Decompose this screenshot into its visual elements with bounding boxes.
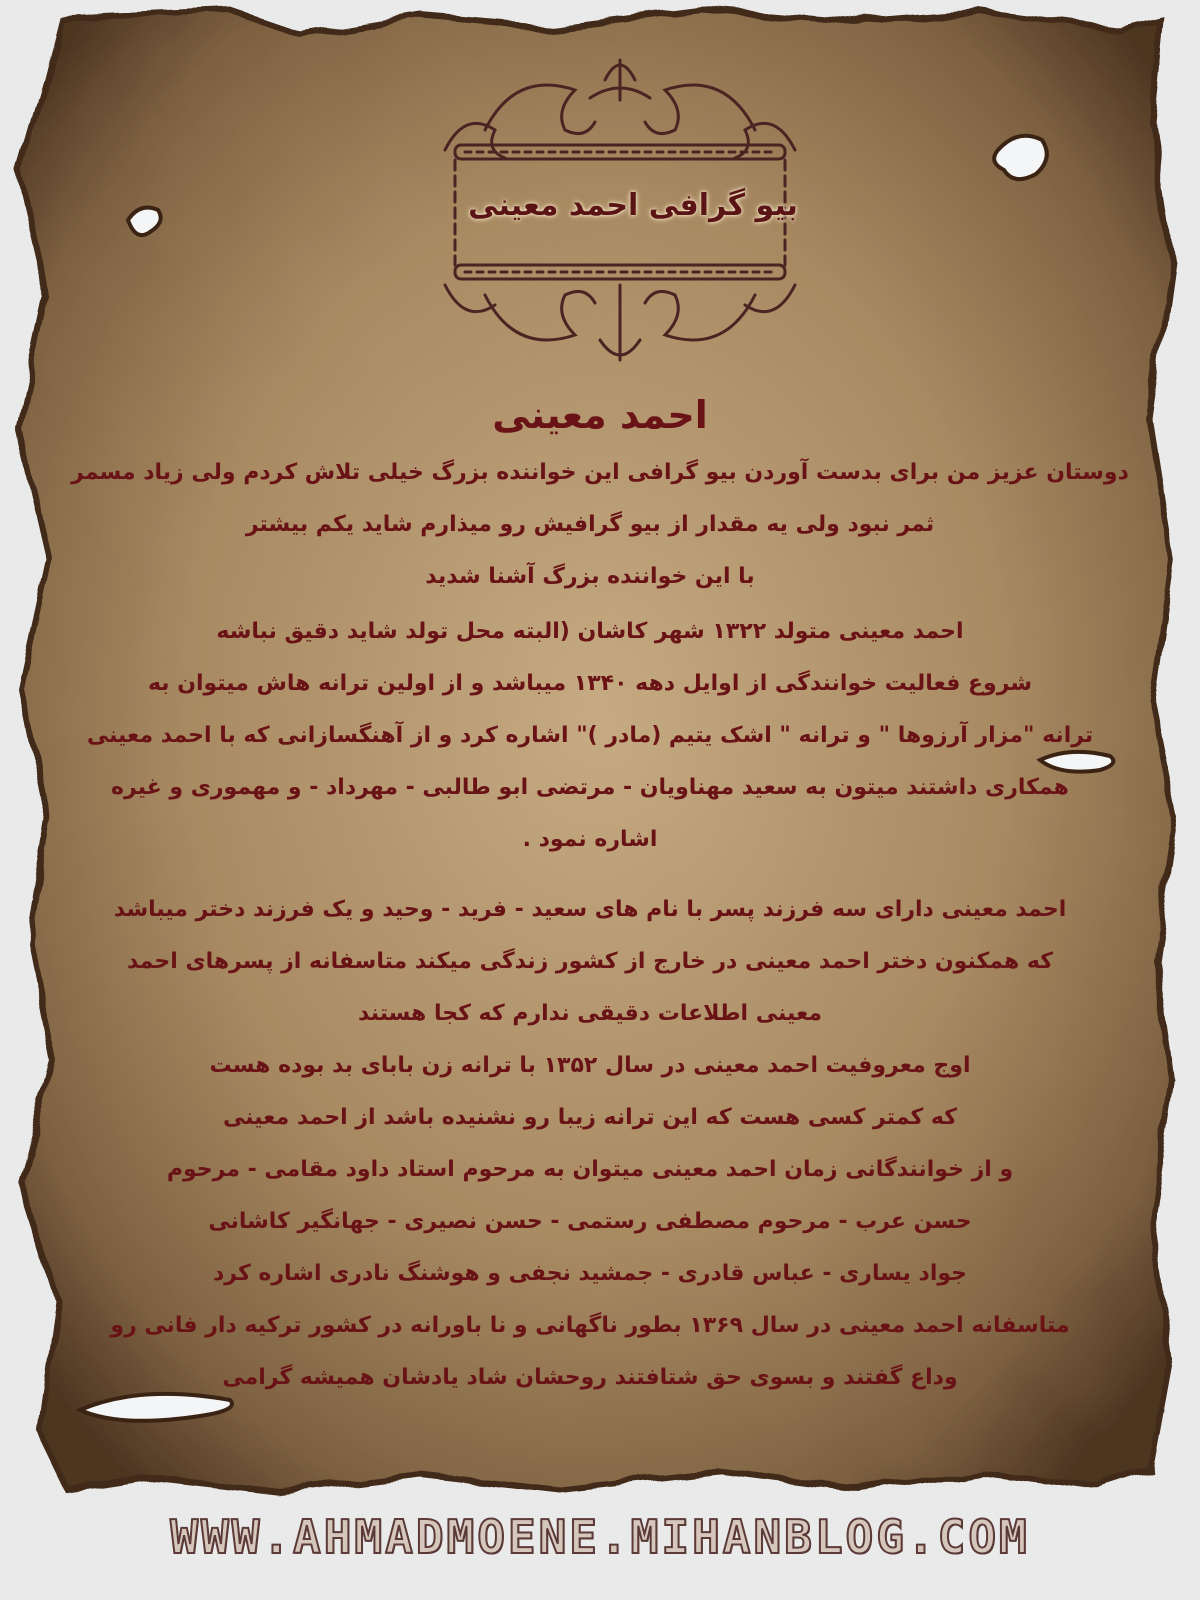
website-url: WWW.AHMADMOENE.MIHANBLOG.COM — [170, 1510, 1030, 1564]
text-line: که کمتر کسی هست که این ترانه زیبا رو نشنیده باشد از احمد معینی — [222, 1105, 958, 1130]
text-line: احمد معینی دارای سه فرزند پسر با نام های سعید - فرید - وحید و یک فرزند دختر میباشد — [113, 897, 1067, 922]
frame-title: بیو گرافی احمد معینی — [468, 188, 798, 223]
text-line: حسن عرب - مرحوم مصطفی رستمی - حسن نصیری - جهانگیر کاشانی — [208, 1209, 972, 1234]
page-title: احمد معینی — [492, 393, 708, 437]
text-line: شروع فعالیت خوانندگی از اوایل دهه ۱۳۴۰ میباشد و از اولین ترانه هاش میتوان به — [147, 671, 1033, 696]
text-line: معینی اطلاعات دقیقی ندارم که کجا هستند — [358, 1001, 822, 1026]
text-line: جواد یساری - عباس قادری - جمشید نجفی و هوشنگ نادری اشاره کرد — [212, 1261, 968, 1286]
text-line: اشاره نمود . — [522, 827, 658, 852]
text-line: متاسفانه احمد معینی در سال ۱۳۶۹ بطور ناگهانی و نا باورانه در کشور ترکیه دار فانی رو — [110, 1313, 1070, 1338]
text-line: و از خوانندگانی زمان احمد معینی میتوان به مرحوم استاد داود مقامی - مرحوم — [166, 1157, 1014, 1182]
text-line: که همکنون دختر احمد معینی در خارج از کشور زندگی میکند متاسفانه از پسرهای احمد — [126, 949, 1054, 974]
text-line: ثمر نبود ولی یه مقدار از بیو گرافیش رو میذارم شاید یکم بیشتر — [245, 512, 935, 537]
text-line: اوج معروفیت احمد معینی در سال ۱۳۵۲ با ترانه زن بابای بد بوده هست — [209, 1053, 971, 1078]
text-line: ترانه "مزار آرزوها " و ترانه " اشک یتیم (مادر )" اشاره کرد و از آهنگسازانی که با احمد معینی — [86, 723, 1094, 748]
text-line: احمد معینی متولد ۱۳۲۲ شهر کاشان (البته محل تولد شاید دقیق نباشه — [216, 619, 964, 644]
text-line: وداع گفتند و بسوی حق شتافتند روحشان شاد یادشان همیشه گرامی — [222, 1365, 958, 1390]
text-line: دوستان عزیز من برای بدست آوردن بیو گرافی این خواننده بزرگ خیلی تلاش کردم ولی زیاد مسمر — [71, 460, 1129, 485]
text-line: با این خواننده بزرگ آشنا شدید — [425, 564, 755, 589]
text-line: همکاری داشتند میتون به سعید مهناویان - مرتضی ابو طالبی - مهرداد - و مهموری و غیره — [111, 775, 1069, 800]
